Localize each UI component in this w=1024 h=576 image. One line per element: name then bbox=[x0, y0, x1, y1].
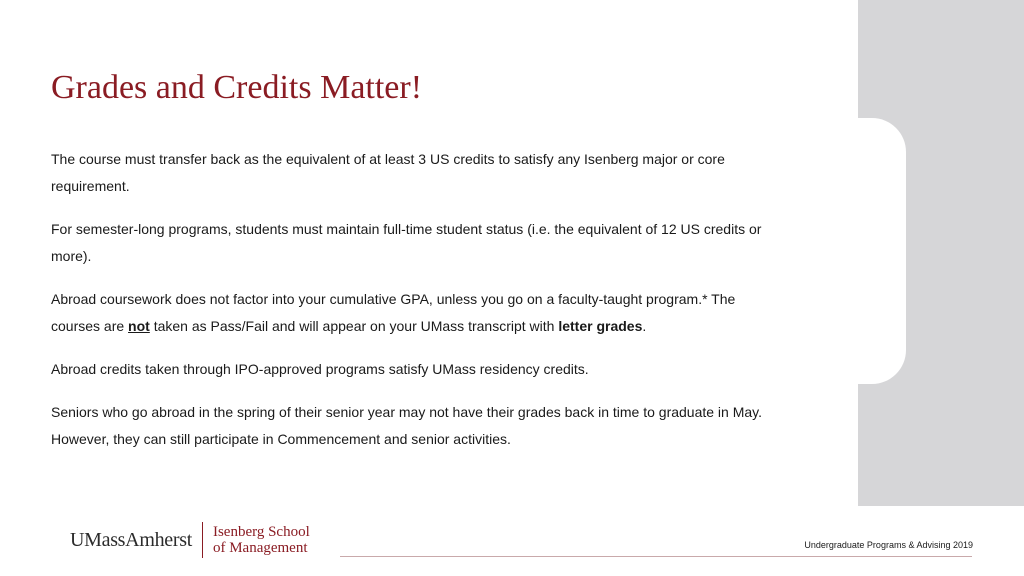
paragraph-residency-credits: Abroad credits taken through IPO-approved programs satisfy UMass residency credits. bbox=[51, 361, 589, 377]
side-panel-notch bbox=[858, 118, 906, 384]
slide-body bbox=[51, 146, 771, 469]
paragraph-gpa-text-2: taken as Pass/Fail and will appear on your UMass transcript with bbox=[149, 318, 559, 334]
logo-umass-amherst: UMassAmherst bbox=[70, 528, 192, 551]
emphasis-not: not bbox=[128, 318, 150, 334]
paragraph-full-time-status: For semester-long programs, students must maintain full-time student status (i.e. the equivalent of 12 US credits or more). bbox=[51, 221, 762, 264]
footer-caption: Undergraduate Programs & Advising 2019 bbox=[804, 540, 973, 550]
logo-divider bbox=[202, 522, 203, 558]
logo-isenberg-school bbox=[213, 524, 310, 556]
umass-isenberg-logo bbox=[70, 520, 310, 560]
paragraph-seniors: Seniors who go abroad in the spring of their senior year may not have their grades back in time to graduate in May. However, they can still participate in Commencement and senior activities. bbox=[51, 404, 763, 447]
logo-school-line-1: Isenberg School bbox=[212, 524, 310, 540]
paragraph-gpa-text-3: . bbox=[642, 318, 647, 334]
paragraph-credit-requirement: The course must transfer back as the equivalent of at least 3 US credits to satisfy any Isenberg major or core requirement. bbox=[51, 151, 725, 194]
paragraph-gpa bbox=[51, 286, 771, 340]
paragraph-gpa-text-1: Abroad coursework does not factor into your cumulative GPA, unless you go on a faculty-taught program.* The courses are bbox=[51, 291, 736, 334]
slide-title: Grades and Credits Matter! bbox=[51, 69, 423, 106]
emphasis-letter-grades: letter grades bbox=[558, 318, 643, 334]
logo-school-line-2: of Management bbox=[212, 540, 308, 556]
footer-divider bbox=[340, 556, 972, 557]
